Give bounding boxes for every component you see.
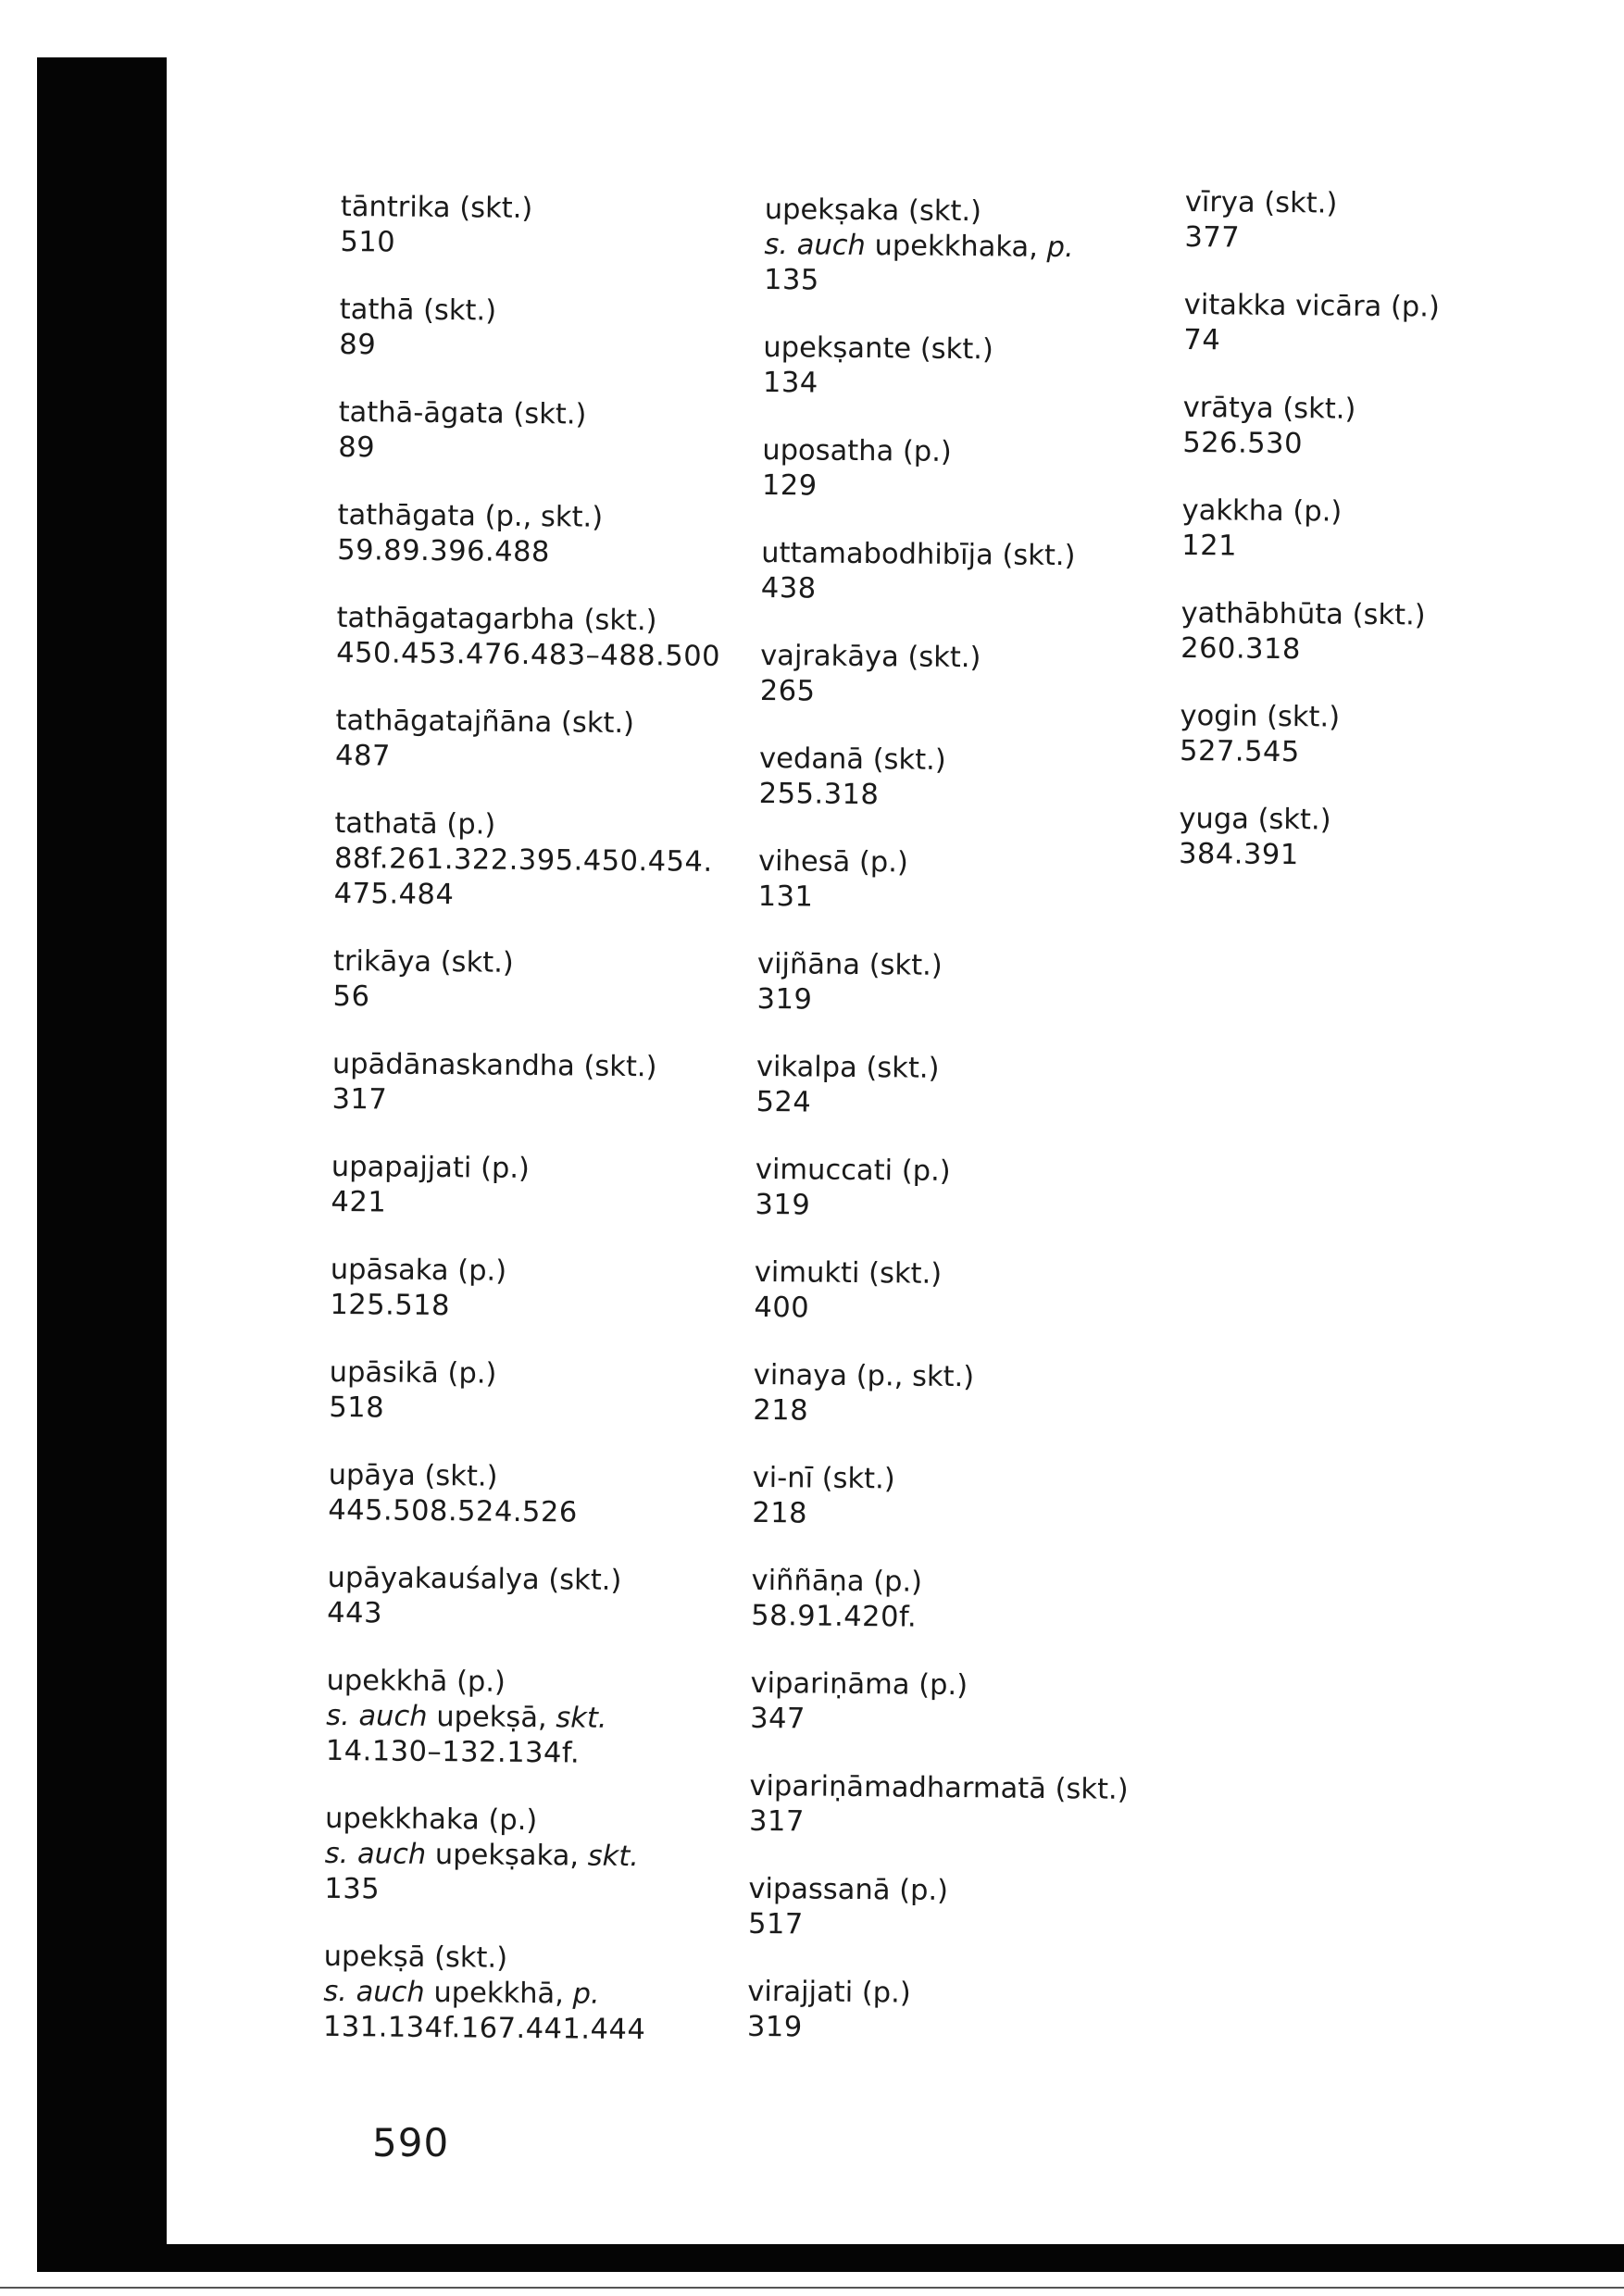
index-entry — [1184, 185, 1574, 259]
index-term: tathāgata (p., skt.) — [337, 498, 604, 534]
page-references: 121 — [1181, 529, 1238, 563]
index-entry — [764, 193, 1172, 302]
cross-reference-language: p. — [1046, 231, 1074, 265]
page-references: 255.318 — [758, 777, 880, 812]
page-references: 443 — [327, 1596, 383, 1630]
index-entry — [323, 1940, 722, 2049]
index-entry — [338, 395, 737, 469]
index-term: upāsikā (p.) — [329, 1355, 497, 1391]
index-entry — [335, 704, 734, 778]
page-references: 445.508.524.526 — [328, 1493, 578, 1529]
cross-reference-prefix: s. auch — [324, 1837, 427, 1871]
index-entry — [763, 331, 1171, 405]
index-entry — [1182, 391, 1572, 465]
index-term: uposatha (p.) — [762, 433, 952, 468]
index-term: vimukti (skt.) — [754, 1255, 943, 1291]
index-entry — [332, 944, 731, 1018]
index-term: vipassanā (p.) — [748, 1872, 949, 1907]
index-entry — [1180, 699, 1569, 773]
index-term: vrātya (skt.) — [1182, 391, 1356, 426]
index-term: vi-nī (skt.) — [752, 1461, 895, 1496]
cross-reference-word: upekṣaka, — [434, 1839, 580, 1873]
page-references: 438 — [760, 571, 817, 605]
index-entry — [751, 1564, 1159, 1638]
index-column-3 — [1179, 185, 1574, 908]
page-references: 59.89.396.488 — [337, 533, 551, 569]
index-entry — [336, 601, 735, 675]
index-term: trikāya (skt.) — [332, 944, 514, 980]
page-references: 421 — [331, 1185, 387, 1219]
scan-border-line — [0, 2287, 1624, 2289]
index-term: vīrya (skt.) — [1184, 185, 1338, 220]
index-term: upāsaka (p.) — [330, 1253, 507, 1288]
index-entry — [758, 844, 1167, 918]
index-term: upapajjati (p.) — [331, 1150, 531, 1186]
index-entry — [753, 1358, 1161, 1432]
index-column-2 — [746, 193, 1172, 2081]
index-entry — [324, 1802, 723, 1911]
index-term: tathā (skt.) — [339, 293, 497, 328]
page-references: 265 — [759, 674, 816, 708]
index-term: vipariṇāma (p.) — [750, 1666, 968, 1703]
page-references: 319 — [755, 1188, 811, 1222]
index-entry — [337, 498, 736, 572]
page-references: 88f.261.322.395.450.454. — [333, 842, 713, 879]
index-term: yathābhūta (skt.) — [1181, 596, 1426, 632]
index-term: upekṣante (skt.) — [763, 331, 994, 367]
index-column-1 — [322, 190, 739, 2081]
index-term: vinaya (p., skt.) — [753, 1358, 975, 1394]
index-entry — [761, 536, 1169, 610]
index-entry — [759, 742, 1168, 816]
index-entry — [760, 639, 1168, 713]
cross-reference-word: upekkhā, — [433, 1977, 565, 2011]
page-bottom-edge-shadow — [37, 2244, 1624, 2272]
page-references: 58.91.420f. — [751, 1599, 918, 1634]
index-term: yuga (skt.) — [1179, 802, 1331, 837]
index-term: upekkhā (p.) — [326, 1664, 506, 1699]
page-references: 319 — [746, 2010, 803, 2044]
page-references: 319 — [756, 982, 813, 1017]
index-entry — [327, 1561, 726, 1635]
index-term: vipariṇāmadharmatā (skt.) — [749, 1769, 1129, 1806]
cross-reference — [325, 1837, 723, 1876]
index-entry — [331, 1047, 731, 1121]
index-term: upāyakauśalya (skt.) — [327, 1561, 622, 1597]
index-entry — [756, 1050, 1164, 1124]
index-term: vijñāna (skt.) — [756, 947, 943, 982]
page-references: 135 — [763, 263, 819, 297]
index-entry — [748, 1872, 1156, 1946]
index-entry — [334, 806, 733, 916]
page-references: 89 — [339, 328, 377, 362]
cross-reference-language: skt. — [587, 1840, 640, 1874]
index-entry — [1181, 493, 1571, 568]
index-term: vikalpa (skt.) — [756, 1050, 940, 1085]
page-references: 347 — [750, 1702, 806, 1736]
index-term: vitakka vicāra (p.) — [1183, 288, 1441, 324]
page-references: 218 — [752, 1496, 808, 1530]
cross-reference-language: skt. — [556, 1702, 607, 1735]
page-references: 14.130–132.134f. — [325, 1734, 581, 1770]
page-references: 526.530 — [1182, 426, 1304, 461]
page-references: 524 — [756, 1085, 812, 1119]
page-number: 590 — [372, 2120, 450, 2165]
page-references: 510 — [340, 225, 396, 259]
index-entry — [755, 1153, 1163, 1227]
index-entry — [752, 1461, 1160, 1535]
page-references: 518 — [329, 1391, 385, 1425]
index-entry — [326, 1664, 725, 1773]
index-entry — [329, 1355, 728, 1429]
index-entry — [331, 1150, 730, 1224]
index-entry — [749, 1769, 1157, 1843]
index-term: upekkhaka (p.) — [324, 1802, 538, 1838]
page-references: 487 — [334, 739, 392, 773]
cross-reference-language: p. — [572, 1978, 600, 2011]
index-entry — [330, 1253, 729, 1327]
index-term: viññāṇa (p.) — [751, 1564, 923, 1599]
page-references: 129 — [761, 468, 818, 503]
index-term: yakkha (p.) — [1181, 493, 1343, 529]
page-references: 450.453.476.483–488.500 — [336, 636, 721, 673]
index-term: vedanā (skt.) — [758, 742, 946, 777]
cross-reference-prefix: s. auch — [326, 1699, 428, 1733]
index-entry — [328, 1458, 727, 1532]
index-entry — [750, 1666, 1158, 1741]
page-references: 400 — [754, 1291, 810, 1325]
page-references-continued: 475.484 — [333, 877, 455, 912]
index-entry — [1181, 596, 1570, 670]
page-references: 317 — [748, 1804, 805, 1839]
page-references: 131.134f.167.441.444 — [322, 2010, 646, 2047]
cross-reference-prefix: s. auch — [764, 228, 867, 263]
cross-reference — [764, 228, 1171, 267]
index-entry — [747, 1975, 1156, 2049]
page-references: 131 — [757, 880, 814, 914]
index-entry — [756, 947, 1165, 1021]
cross-reference-prefix: s. auch — [323, 1975, 425, 2009]
page-references: 134 — [762, 366, 818, 400]
index-entry — [340, 190, 739, 264]
index-term: vihesā (p.) — [757, 844, 908, 880]
index-term: upekṣā (skt.) — [323, 1940, 508, 1975]
index-term: upāya (skt.) — [328, 1458, 498, 1493]
page-references: 89 — [338, 430, 376, 465]
page-references: 384.391 — [1178, 837, 1299, 872]
cross-reference-word: upekkhaka, — [874, 230, 1039, 264]
page-references: 56 — [332, 980, 370, 1014]
index-term: tāntrika (skt.) — [340, 190, 533, 225]
page-references: 317 — [331, 1082, 388, 1117]
page-references: 218 — [753, 1393, 809, 1428]
index-entry — [1183, 288, 1573, 362]
index-term: virajjati (p.) — [747, 1975, 911, 2010]
index-entry — [754, 1255, 1162, 1329]
page-references: 74 — [1183, 323, 1221, 357]
index-entry — [762, 433, 1170, 507]
index-term: uttamabodhibīja (skt.) — [761, 536, 1076, 573]
index-term: vimuccati (p.) — [755, 1153, 951, 1188]
book-spine-shadow — [37, 57, 167, 2272]
index-term: tathāgatagarbha (skt.) — [336, 601, 657, 638]
page-references: 377 — [1184, 220, 1241, 255]
index-entry — [1179, 802, 1568, 876]
index-term: yogin (skt.) — [1180, 699, 1341, 734]
index-entry — [339, 293, 738, 367]
index-term: upādānaskandha (skt.) — [331, 1047, 657, 1084]
page-references: 125.518 — [330, 1288, 451, 1323]
page-references: 135 — [324, 1872, 381, 1906]
index-term: tathāgatajñāna (skt.) — [335, 704, 635, 741]
page-references: 260.318 — [1181, 631, 1301, 667]
index-term: upekṣaka (skt.) — [764, 193, 982, 229]
index-term: vajrakāya (skt.) — [760, 639, 981, 675]
cross-reference — [323, 1975, 721, 2014]
page-references: 527.545 — [1179, 734, 1300, 769]
index-term: tathatā (p.) — [334, 806, 496, 842]
index-term: tathā-āgata (skt.) — [338, 395, 587, 431]
cross-reference-word: upekṣā, — [436, 1701, 547, 1735]
page-references: 517 — [747, 1907, 804, 1941]
cross-reference — [326, 1699, 724, 1738]
